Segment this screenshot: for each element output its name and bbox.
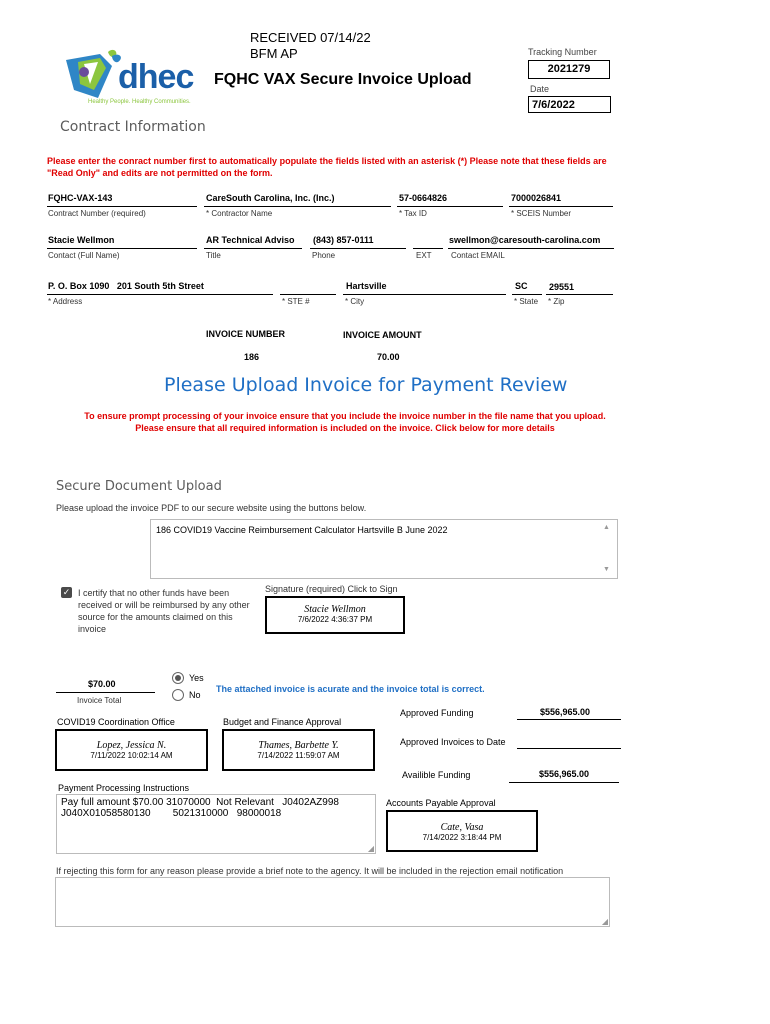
contact-label: Contact (Full Name) <box>48 251 120 260</box>
resize-handle-icon[interactable]: ◢ <box>367 844 374 853</box>
bfm-label: BFM AP <box>250 46 298 61</box>
available-funding-value: $556,965.00 <box>539 769 590 779</box>
contract-number-label: Contract Number (required) <box>48 209 146 218</box>
budget-signer: Thames, Barbette Y. <box>258 740 339 751</box>
contact-value[interactable]: Stacie Wellmon <box>48 235 115 245</box>
address-value: P. O. Box 1090 201 South 5th Street <box>48 281 204 291</box>
ap-signed: 7/14/2022 3:18:44 PM <box>422 833 502 842</box>
signer-name: Stacie Wellmon <box>304 604 366 615</box>
accuracy-statement: The attached invoice is acurate and the invoice total is correct. <box>216 684 485 694</box>
logo-text: dhec <box>118 58 194 96</box>
approved-funding-value: $556,965.00 <box>540 707 591 717</box>
city-label: * City <box>345 297 365 306</box>
coord-signature-box[interactable] <box>55 729 208 771</box>
page-title: FQHC VAX Secure Invoice Upload <box>214 71 472 88</box>
radio-yes[interactable] <box>172 672 184 684</box>
ap-approval-label: Accounts Payable Approval <box>386 798 496 808</box>
title-label: Title <box>206 251 221 260</box>
logo-tagline: Healthy People. Healthy Communities. <box>88 99 191 105</box>
payment-instructions-field[interactable] <box>56 794 376 854</box>
payment-instructions-label: Payment Processing Instructions <box>58 783 190 793</box>
invoice-total-label: Invoice Total <box>77 696 122 705</box>
received-date: RECEIVED 07/14/22 <box>250 30 371 45</box>
contract-heading: Contract Information <box>60 119 206 135</box>
email-label: Contact EMAIL <box>451 251 505 260</box>
upload-note <box>40 410 650 434</box>
upload-heading: Please Upload Invoice for Payment Review <box>164 374 568 396</box>
budget-approval-label: Budget and Finance Approval <box>223 717 342 727</box>
invoice-amount-value[interactable]: 70.00 <box>377 352 400 362</box>
title-value[interactable]: AR Technical Adviso <box>206 235 295 245</box>
signed-timestamp: 7/6/2022 4:36:37 PM <box>297 615 373 624</box>
phone-label: Phone <box>312 251 336 260</box>
approved-invoices-label: Approved Invoices to Date <box>400 737 506 747</box>
contract-instructions: Please enter the conract number first to automatically populate the fields listed with an asterisk (*) Please note that these fields are "Read Only" and edits are not permitted on the form. <box>47 156 607 178</box>
tracking-number-field[interactable] <box>528 60 610 79</box>
state-label: * State <box>514 297 539 306</box>
invoice-amount-label: INVOICE AMOUNT <box>343 330 422 340</box>
scroll-down-icon[interactable]: ▼ <box>603 566 610 573</box>
signature-box[interactable] <box>265 596 405 634</box>
contractor-name-label: * Contractor Name <box>206 209 273 218</box>
invoice-total-value: $70.00 <box>88 679 116 689</box>
coord-signer: Lopez, Jessica N. <box>96 740 167 751</box>
phone-value[interactable]: (843) 857-0111 <box>313 235 374 245</box>
invoice-number-value[interactable]: 186 <box>244 352 260 362</box>
ste-label: * STE # <box>282 297 310 306</box>
state-value: SC <box>515 281 528 291</box>
reject-note-label: If rejecting this form for any reason please provide a brief note to the agency. It will be included in the rejection email notification <box>56 866 564 876</box>
secure-upload-text: Please upload the invoice PDF to our secure website using the buttons below. <box>56 503 367 513</box>
secure-upload-heading: Secure Document Upload <box>56 479 222 494</box>
certify-checkbox[interactable]: ✓ <box>62 587 71 597</box>
payment-line1: Pay full amount $70.00 31070000 Not Relevant J0402AZ998 <box>61 797 339 808</box>
radio-yes-label: Yes <box>189 673 204 683</box>
tracking-label: Tracking Number <box>528 47 597 57</box>
ext-label: EXT <box>416 251 432 260</box>
coord-office-label: COVID19 Coordination Office <box>57 717 175 727</box>
available-funding-label: Availible Funding <box>402 770 471 780</box>
ap-signature-box[interactable] <box>386 810 538 852</box>
date-label: Date <box>530 84 550 94</box>
tax-id-value: 57-0664826 <box>399 193 448 203</box>
resize-handle-icon[interactable]: ◢ <box>601 917 608 926</box>
zip-value: 29551 <box>549 282 575 292</box>
approved-funding-label: Approved Funding <box>400 708 474 718</box>
date-value: 7/6/2022 <box>532 99 575 111</box>
coord-signed: 7/11/2022 10:02:14 AM <box>90 751 173 760</box>
contract-number-value[interactable]: FQHC-VAX-143 <box>48 193 113 203</box>
payment-line2: J040X01058580130 5021310000 98000018 <box>61 808 282 819</box>
date-field[interactable] <box>528 96 611 113</box>
uploaded-file-name: 186 COVID19 Vaccine Reimbursement Calculator Hartsville B June 2022 <box>156 525 448 535</box>
reject-note-field[interactable] <box>55 877 610 927</box>
upload-note-line1: To ensure prompt processing of your invoice ensure that you include the invoice number in the file name that you upload. <box>84 411 606 421</box>
tracking-number-value: 2021279 <box>547 63 591 75</box>
radio-no[interactable] <box>172 689 184 701</box>
address-label: * Address <box>48 297 83 306</box>
zip-label: * Zip <box>548 297 565 306</box>
budget-signed: 7/14/2022 11:59:07 AM <box>257 751 340 760</box>
tax-id-label: * Tax ID <box>399 209 427 218</box>
email-value[interactable]: swellmon@caresouth-carolina.com <box>449 235 601 245</box>
dhec-logo <box>60 46 200 114</box>
uploaded-file-box[interactable] <box>150 519 618 579</box>
upload-note-line2[interactable]: Please ensure that all required information is included on the invoice. Click below for more details <box>135 423 555 433</box>
received-stamp <box>250 30 371 62</box>
city-value: Hartsville <box>346 281 387 291</box>
sceis-label: * SCEIS Number <box>511 209 572 218</box>
sceis-value: 7000026841 <box>511 193 562 203</box>
invoice-number-label: INVOICE NUMBER <box>206 329 286 339</box>
budget-signature-box[interactable] <box>222 729 375 771</box>
signature-label: Signature (required) Click to Sign <box>265 584 398 594</box>
contractor-name-value: CareSouth Carolina, Inc. (Inc.) <box>206 193 335 203</box>
radio-no-label: No <box>189 690 201 700</box>
ap-signer: Cate, Vasa <box>440 822 484 833</box>
scroll-up-icon[interactable]: ▲ <box>603 524 610 531</box>
certify-text: I certify that no other funds have been received or will be reimbursed by any other source for the amounts claimed on this invoice <box>78 588 250 634</box>
